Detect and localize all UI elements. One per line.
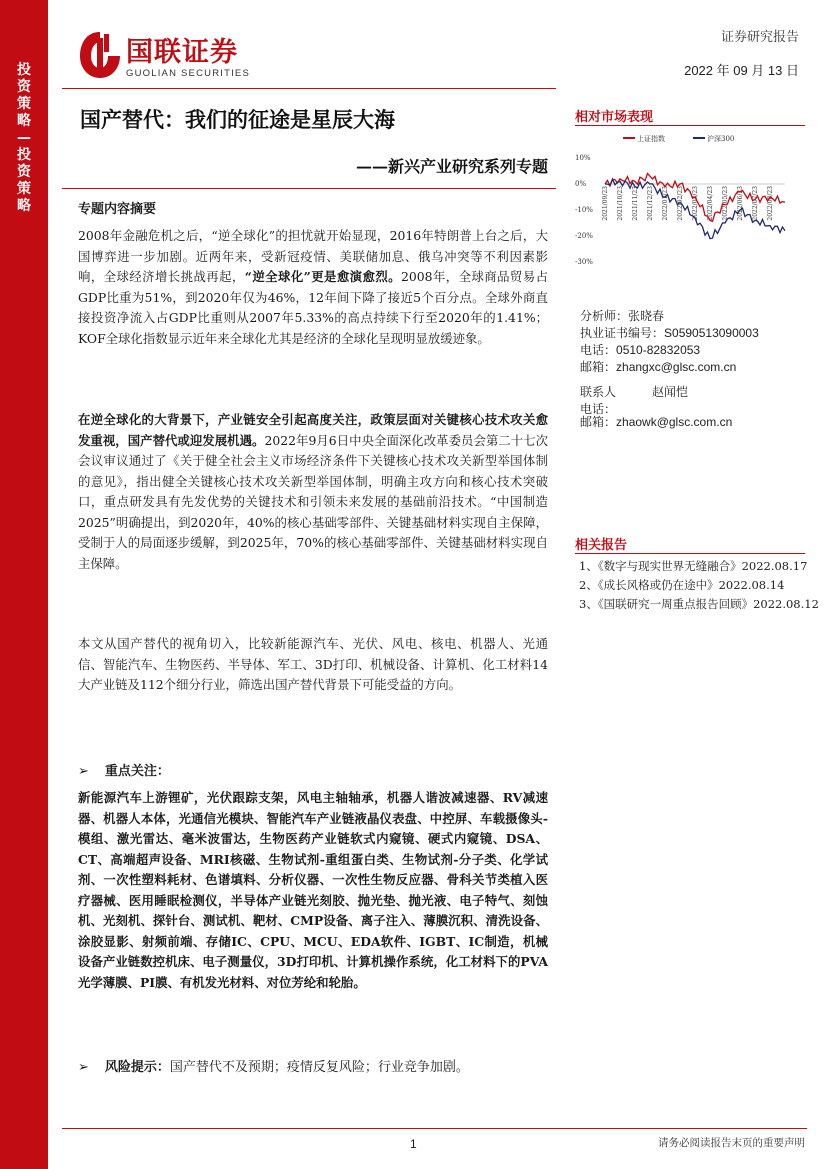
footer-divider	[62, 1128, 807, 1129]
header-divider	[62, 88, 556, 89]
focus-text: 新能源汽车上游锂矿，光伏跟踪支架，风电主轴轴承，机器人谐波减速器、RV减速器、机器人本体，光通信光模块、智能汽车产业链液晶仪表盘、中控屏、车载摄像头-模组、激光雷达、毫米波雷达，生物医药产业链软式内窥镜、硬式内窥镜、DSA、CT、高端超声设备、MRI核磁、生物试剂-重组蛋白类、生物试剂-分子类、化学试剂、一次性塑料耗材、色谱填料、分析仪器、一次性生物反应器、骨科关节类植入医疗器械、医用睡眠检测仪，半导体产业链光刻胶、抛光垫、抛光液、电子特气、刻蚀机、光刻机、探针台、测试机、靶材、CMP设备、离子注入、薄膜沉积、清洗设备、涂胶显影、射频前端、存储IC、CPU、MCU、EDA软件、IGBT、IC制造，机械设备产业链数控机床、电子测量仪，3D打印机、计算机操作系统，化工材料下的PVA光学薄膜、PI膜、有机发光材料、对位芳纶和轮胎。	[78, 790, 548, 990]
x-tick-label: 2022/02/23	[677, 186, 684, 221]
contact-name-row	[580, 384, 688, 401]
x-axis	[602, 186, 774, 221]
focus-paragraph	[78, 788, 548, 993]
sidebar-band	[0, 0, 48, 1169]
x-tick-label: 2022/08/23	[767, 186, 774, 221]
x-tick-label: 2022/04/23	[707, 186, 714, 221]
value: 张晓春	[628, 309, 665, 323]
related-report-2[interactable]: 2、《成长风格或仍在途中》2022.08.14	[579, 578, 785, 592]
analyst-email-row	[580, 359, 736, 376]
logo-en-text: GUOLIAN SECURITIES	[126, 68, 251, 79]
p1-text-c: 2008年，全球商品贸易占GDP比重为51%，到2020年仅为46%，12年间下降了接近5个百分点。全球外商直接投资净流入占GDP比重则从2007年5.33%的高点持续下行至2020年的1.41%；KOF全球化指数显示近年来全球化尤其是经济的全球化呈现明显放缓迹象。	[78, 269, 548, 346]
related-heading: 相关报告	[575, 538, 628, 553]
related-divider	[575, 553, 805, 554]
title-divider	[62, 188, 556, 189]
label: 电话：	[580, 402, 617, 416]
sidebar-label: 投资策略—投资策略	[17, 62, 31, 214]
logo-emblem-icon	[78, 30, 122, 80]
chart-legend	[623, 134, 734, 143]
value: zhaowk@glsc.com.cn	[616, 415, 733, 429]
company-logo	[78, 30, 308, 82]
x-tick-label: 2021/11/23	[632, 186, 639, 221]
summary-heading: 专题内容摘要	[78, 202, 157, 217]
value: 赵闻恺	[652, 385, 689, 399]
p1-text-bold: “逆全球化”更是愈演愈烈。	[244, 269, 401, 284]
label: 邮箱：	[580, 415, 617, 429]
arrow-icon: ➢	[78, 1060, 89, 1075]
risk-heading	[78, 1056, 469, 1075]
market-divider	[575, 125, 805, 126]
y-tick-label: -10%	[575, 206, 593, 214]
x-tick-label: 2022/01/23	[662, 186, 669, 221]
label: 联系人	[580, 385, 617, 399]
label: 邮箱：	[580, 360, 617, 374]
label: 分析师：	[580, 309, 629, 323]
x-tick-label: 2022/03/23	[692, 186, 699, 221]
x-tick-label: 2022/05/23	[722, 186, 729, 221]
footer-disclaimer: 请务必阅读报告末页的重要声明	[658, 1137, 805, 1149]
label: 执业证书编号：	[580, 326, 665, 340]
y-tick-label: 10%	[575, 154, 591, 162]
legend-label-hs300: 沪深300	[707, 135, 735, 143]
focus-label: 重点关注：	[104, 764, 170, 779]
x-tick-label: 2021/10/23	[617, 186, 624, 221]
contact-email-row	[580, 414, 732, 431]
y-tick-label: -30%	[575, 258, 593, 266]
p2-text-bold: 在逆全球化的大背景下，产业链安全引起高度关注，政策层面对关键核心技术攻关愈发重视，国产替代或迎发展机遇。	[78, 412, 548, 448]
analyst-name-row	[580, 308, 664, 325]
analyst-cert-row	[580, 325, 759, 342]
p3-text: 本文从国产替代的视角切入，比较新能源汽车、光伏、风电、核电、机器人、光通信、智能汽车、生物医药、半导体、军工、3D打印、机械设备、计算机、化工材料14大产业链及112个细分行业，筛选出国产替代背景下可能受益的方向。	[78, 636, 548, 692]
page-title: 国产替代：我们的征途是星辰大海	[80, 107, 395, 132]
value: zhangxc@glsc.com.cn	[616, 360, 737, 374]
focus-heading	[78, 760, 170, 779]
summary-paragraph-1	[78, 226, 548, 349]
risk-label: 风险提示：	[104, 1060, 170, 1075]
analyst-phone-row	[580, 342, 700, 359]
legend-label-sh: 上证指数	[637, 135, 665, 143]
logo-cn-text: 国联证券	[126, 37, 238, 68]
market-heading: 相对市场表现	[575, 110, 654, 125]
arrow-icon: ➢	[78, 764, 89, 779]
x-tick-label: 2022/06/23	[737, 186, 744, 221]
x-tick-label: 2021/09/23	[602, 186, 609, 221]
x-tick-label: 2022/07/23	[752, 186, 759, 221]
value: S0590513090003	[664, 326, 759, 340]
page-subtitle: ——新兴产业研究系列专题	[355, 157, 548, 176]
page-number: 1	[410, 1137, 417, 1151]
report-type: 证券研究报告	[720, 30, 799, 45]
risk-text: 国产替代不及预期；疫情反复风险；行业竞争加剧。	[169, 1060, 469, 1075]
related-report-1[interactable]: 1、《数字与现实世界无缝融合》2022.08.17	[579, 559, 808, 573]
x-tick-label: 2021/12/23	[647, 186, 654, 221]
summary-paragraph-3	[78, 634, 548, 696]
summary-paragraph-2	[78, 410, 548, 574]
value: 0510-82832053	[616, 343, 701, 357]
report-date: 2022 年 09 月 13 日	[684, 63, 799, 78]
market-chart	[575, 128, 805, 268]
label: 电话：	[580, 343, 617, 357]
y-tick-label: -20%	[575, 232, 593, 240]
p1-text-a: 2008年金融危机之后，“逆全球化”的担忧就开始显现，2016年特朗普上台之后，大国博弈进一步加剧。近两年来，受新冠疫情、美联储加息、俄乌冲突等不利因素影响，全球经济增长挑战再起，	[78, 228, 548, 284]
related-report-3[interactable]: 3、《国联研究一周重点报告回顾》2022.08.12	[579, 597, 819, 611]
y-tick-label: 0%	[575, 180, 587, 188]
p2-text-b: 2022年9月6日中央全面深化改革委员会第二十七次会议审议通过了《关于健全社会主义市场经济条件下关键核心技术攻关新型举国体制的意见》，指出健全关键核心技术攻关新型举国体制，明确主攻方向和核心技术突破口，重点研发具有先发优势的关键技术和引领未来发展的基础前沿技术。“中国制造2025”明确提出，到2020年，40%的核心基础零部件、关键基础材料实现自主保障，受制于人的局面逐步缓解，到2025年，70%的核心基础零部件、关键基础材料实现自主保障。	[78, 432, 548, 571]
